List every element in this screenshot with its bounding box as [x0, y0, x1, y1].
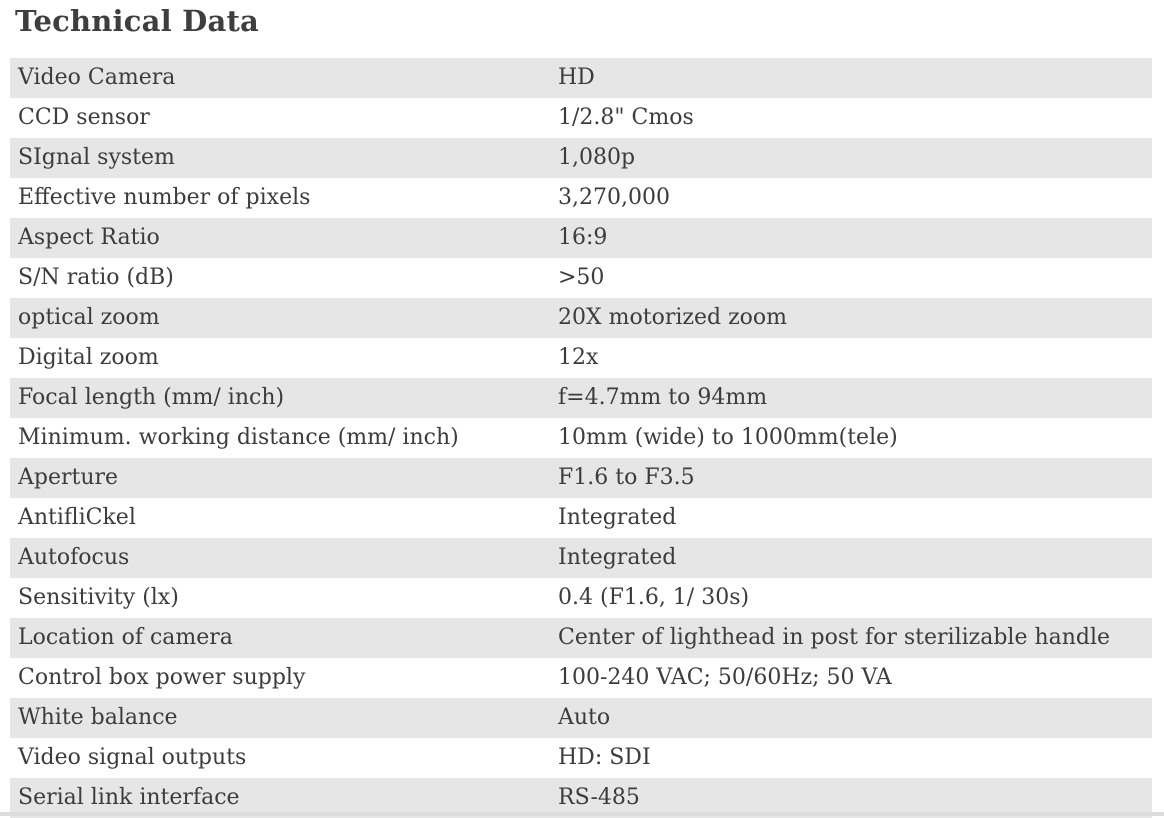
- spec-value: 0.4 (F1.6, 1/ 30s): [548, 578, 1152, 618]
- spec-value: 20X motorized zoom: [548, 298, 1152, 338]
- spec-value: Integrated: [548, 538, 1152, 578]
- spec-row-aperture: [10, 458, 1152, 498]
- spec-row-focal-length: [10, 378, 1152, 418]
- spec-label: Sensitivity (lx): [10, 578, 548, 618]
- spec-value: 100-240 VAC; 50/60Hz; 50 VA: [548, 658, 1152, 698]
- spec-label: S/N ratio (dB): [10, 258, 548, 298]
- spec-row-camera-location: [10, 618, 1152, 658]
- spec-value: F1.6 to F3.5: [548, 458, 1152, 498]
- spec-label: Video signal outputs: [10, 738, 548, 778]
- spec-value: HD: [548, 58, 1152, 98]
- spec-row-optical-zoom: [10, 298, 1152, 338]
- spec-value: 12x: [548, 338, 1152, 378]
- spec-label: Focal length (mm/ inch): [10, 378, 548, 418]
- spec-row-white-balance: [10, 698, 1152, 738]
- spec-value: RS-485: [548, 778, 1152, 818]
- spec-row-sensitivity: [10, 578, 1152, 618]
- spec-value: 1/2.8" Cmos: [548, 98, 1152, 138]
- spec-row-video-outputs: [10, 738, 1152, 778]
- spec-row-working-distance: [10, 418, 1152, 458]
- spec-value: >50: [548, 258, 1152, 298]
- technical-data-table: [10, 58, 1152, 818]
- spec-row-antiflicker: [10, 498, 1152, 538]
- spec-label: Aperture: [10, 458, 548, 498]
- spec-label: Video Camera: [10, 58, 548, 98]
- spec-row-digital-zoom: [10, 338, 1152, 378]
- spec-label: White balance: [10, 698, 548, 738]
- page-title: Technical Data: [15, 4, 260, 38]
- spec-row-video-camera: [10, 58, 1152, 98]
- spec-label: Autofocus: [10, 538, 548, 578]
- spec-label: SIgnal system: [10, 138, 548, 178]
- spec-label: Digital zoom: [10, 338, 548, 378]
- spec-row-signal-system: [10, 138, 1152, 178]
- spec-value: HD: SDI: [548, 738, 1152, 778]
- spec-row-autofocus: [10, 538, 1152, 578]
- spec-label: optical zoom: [10, 298, 548, 338]
- spec-value: Center of lighthead in post for sterilizable handle: [548, 618, 1152, 658]
- spec-table-body: [10, 58, 1152, 818]
- spec-label: CCD sensor: [10, 98, 548, 138]
- spec-label: Serial link interface: [10, 778, 548, 818]
- spec-value: 16:9: [548, 218, 1152, 258]
- spec-value: Integrated: [548, 498, 1152, 538]
- spec-value: Auto: [548, 698, 1152, 738]
- spec-row-power-supply: [10, 658, 1152, 698]
- spec-value: 3,270,000: [548, 178, 1152, 218]
- bottom-divider: [0, 812, 1164, 816]
- spec-value: 10mm (wide) to 1000mm(tele): [548, 418, 1152, 458]
- spec-row-aspect-ratio: [10, 218, 1152, 258]
- spec-label: Location of camera: [10, 618, 548, 658]
- spec-value: f=4.7mm to 94mm: [548, 378, 1152, 418]
- spec-label: Control box power supply: [10, 658, 548, 698]
- spec-label: AntifliCkel: [10, 498, 548, 538]
- spec-label: Minimum. working distance (mm/ inch): [10, 418, 548, 458]
- spec-value: 1,080p: [548, 138, 1152, 178]
- spec-row-ccd-sensor: [10, 98, 1152, 138]
- spec-label: Aspect Ratio: [10, 218, 548, 258]
- spec-row-sn-ratio: [10, 258, 1152, 298]
- spec-row-effective-pixels: [10, 178, 1152, 218]
- spec-label: Effective number of pixels: [10, 178, 548, 218]
